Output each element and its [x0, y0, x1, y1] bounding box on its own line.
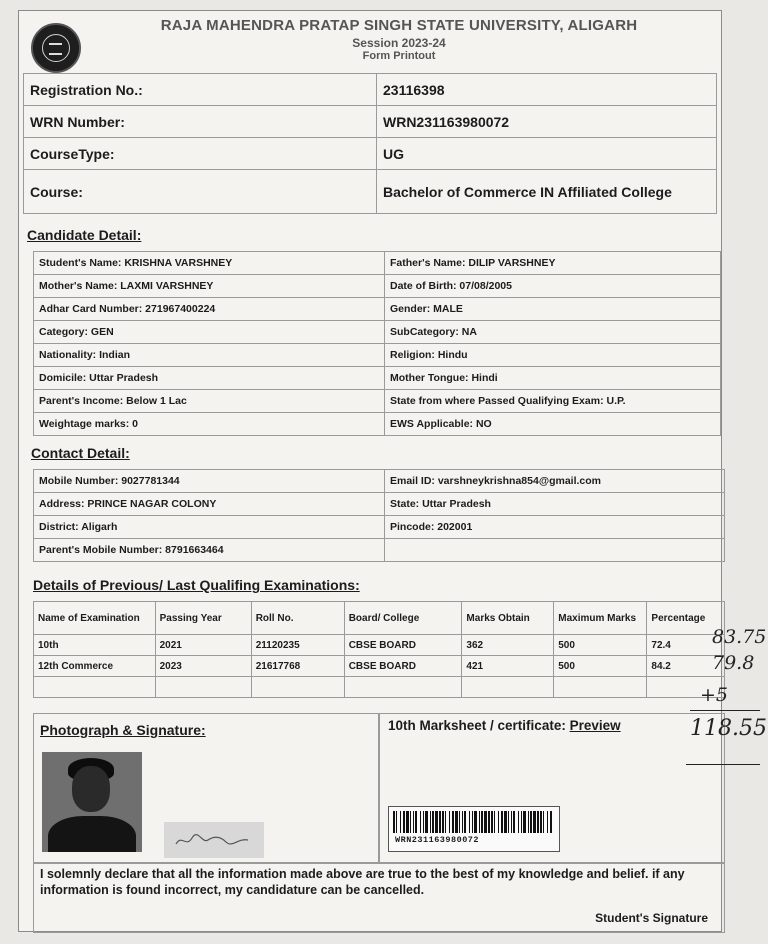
detail-row	[34, 344, 721, 367]
exam-row	[34, 656, 725, 677]
field-value: WRN231163980072	[377, 106, 717, 138]
candidate-photo	[42, 752, 142, 852]
barcode-bar	[413, 811, 414, 833]
barcode-bar	[435, 811, 438, 833]
exam-cell: 2023	[155, 656, 251, 677]
detail-left: Mobile Number: 9027781344	[34, 470, 385, 493]
detail-right: Date of Birth: 07/08/2005	[385, 275, 721, 298]
barcode-bar	[479, 811, 480, 833]
marksheet-text: 10th Marksheet / certificate:	[388, 718, 566, 733]
exam-cell: 72.4	[647, 635, 725, 656]
exam-cell	[344, 677, 462, 698]
detail-row	[34, 275, 721, 298]
exam-cell	[251, 677, 344, 698]
university-name: RAJA MAHENDRA PRATAP SINGH STATE UNIVERSITY, ALIGARH	[160, 17, 638, 34]
handwritten-line	[686, 764, 760, 765]
barcode	[388, 806, 560, 852]
detail-right: Gender: MALE	[385, 298, 721, 321]
exam-column-header: Marks Obtain	[462, 602, 554, 635]
exam-cell: 21617768	[251, 656, 344, 677]
exam-cell	[462, 677, 554, 698]
detail-right: EWS Applicable: NO	[385, 413, 721, 436]
exams-table	[33, 601, 725, 698]
barcode-bar	[459, 811, 460, 833]
photo-signature-box	[33, 713, 379, 863]
detail-row	[34, 367, 721, 390]
barcode-bar	[550, 811, 552, 833]
barcode-bar	[547, 811, 548, 833]
barcode-bar	[488, 811, 490, 833]
field-row	[24, 106, 717, 138]
detail-left: Domicile: Uttar Pradesh	[34, 367, 385, 390]
exam-cell: 500	[554, 635, 647, 656]
field-row	[24, 74, 717, 106]
barcode-bar	[455, 811, 458, 833]
exam-column-header: Roll No.	[251, 602, 344, 635]
barcode-bar	[530, 811, 532, 833]
barcode-bar	[462, 811, 463, 833]
barcode-bar	[452, 811, 454, 833]
barcode-bar	[403, 811, 405, 833]
detail-left: District: Aligarh	[34, 516, 385, 539]
handwritten-note: 83.75	[712, 626, 767, 648]
field-row	[24, 138, 717, 170]
detail-row	[34, 516, 725, 539]
exam-cell	[34, 677, 156, 698]
exam-column-header: Percentage	[647, 602, 725, 635]
detail-row	[34, 252, 721, 275]
handwritten-line	[690, 710, 760, 711]
barcode-bar	[511, 811, 512, 833]
photo-heading: Photograph & Signature:	[40, 722, 206, 738]
student-signature-label: Student's Signature	[595, 911, 708, 925]
detail-left: Nationality: Indian	[34, 344, 385, 367]
exams-heading: Details of Previous/ Last Qualifing Examinations:	[33, 577, 360, 593]
preview-link[interactable]: Preview	[569, 718, 621, 733]
contact-table	[33, 469, 725, 562]
exam-column-header: Name of Examination	[34, 602, 156, 635]
exam-row	[34, 677, 725, 698]
detail-right: Email ID: varshneykrishna854@gmail.com	[385, 470, 725, 493]
barcode-bar	[501, 811, 503, 833]
barcode-bar	[439, 811, 441, 833]
barcode-bar	[491, 811, 493, 833]
barcode-bar	[393, 811, 395, 833]
handwritten-total: 118.55	[690, 716, 767, 741]
detail-left: Parent's Income: Below 1 Lac	[34, 390, 385, 413]
exam-cell: CBSE BOARD	[344, 656, 462, 677]
barcode-bar	[498, 811, 499, 833]
exam-cell: 12th Commerce	[34, 656, 156, 677]
declaration-box	[33, 863, 725, 933]
exam-column-header: Passing Year	[155, 602, 251, 635]
field-value: 23116398	[377, 74, 717, 106]
university-logo-icon	[31, 23, 81, 73]
field-label: Course:	[24, 170, 377, 214]
barcode-bar	[425, 811, 428, 833]
exam-cell: 362	[462, 635, 554, 656]
detail-left: Category: GEN	[34, 321, 385, 344]
barcode-bar	[423, 811, 424, 833]
field-label: Registration No.:	[24, 74, 377, 106]
barcode-bar	[474, 811, 477, 833]
detail-right: State: Uttar Pradesh	[385, 493, 725, 516]
barcode-bar	[410, 811, 411, 833]
exam-column-header: Board/ College	[344, 602, 462, 635]
candidate-table	[33, 251, 721, 436]
field-row	[24, 170, 717, 214]
barcode-bar	[533, 811, 536, 833]
exam-cell: 2021	[155, 635, 251, 656]
detail-right: Pincode: 202001	[385, 516, 725, 539]
barcode-bar	[396, 811, 397, 833]
field-value: Bachelor of Commerce IN Affiliated College	[377, 170, 717, 214]
detail-right: Father's Name: DILIP VARSHNEY	[385, 252, 721, 275]
barcode-bar	[469, 811, 470, 833]
barcode-bar	[420, 811, 421, 833]
marksheet-label	[388, 718, 621, 733]
exam-cell: 21120235	[251, 635, 344, 656]
detail-right: State from where Passed Qualifying Exam: U.P.	[385, 390, 721, 413]
detail-right: Religion: Hindu	[385, 344, 721, 367]
barcode-text: WRN231163980072	[395, 835, 480, 845]
barcode-bar	[523, 811, 526, 833]
detail-row	[34, 321, 721, 344]
barcode-bar	[481, 811, 483, 833]
exam-cell: 84.2	[647, 656, 725, 677]
form-sheet	[18, 10, 722, 932]
barcode-bar	[521, 811, 522, 833]
candidate-signature-image	[164, 822, 264, 858]
exam-cell: 500	[554, 656, 647, 677]
detail-row	[34, 539, 725, 562]
barcode-bar	[400, 811, 401, 833]
detail-right: SubCategory: NA	[385, 321, 721, 344]
barcode-bar	[543, 811, 544, 833]
exam-cell	[554, 677, 647, 698]
detail-left: Adhar Card Number: 271967400224	[34, 298, 385, 321]
marksheet-box	[379, 713, 725, 863]
exam-row	[34, 635, 725, 656]
barcode-bar	[445, 811, 446, 833]
barcode-bar	[494, 811, 495, 833]
detail-left: Weightage marks: 0	[34, 413, 385, 436]
declaration-text: I solemnly declare that all the information made above are true to the best of my knowledge and belief. if any information is found incorrect, my candidature can be cancelled.	[40, 867, 685, 897]
detail-left: Parent's Mobile Number: 8791663464	[34, 539, 385, 562]
detail-left: Mother's Name: LAXMI VARSHNEY	[34, 275, 385, 298]
exam-column-header: Maximum Marks	[554, 602, 647, 635]
detail-row	[34, 493, 725, 516]
field-label: WRN Number:	[24, 106, 377, 138]
barcode-bar	[415, 811, 417, 833]
exam-cell: 421	[462, 656, 554, 677]
barcode-bar	[508, 811, 509, 833]
detail-row	[34, 470, 725, 493]
detail-left: Address: PRINCE NAGAR COLONY	[34, 493, 385, 516]
exam-cell	[155, 677, 251, 698]
barcode-bar	[537, 811, 539, 833]
exam-cell: 10th	[34, 635, 156, 656]
barcode-bar	[430, 811, 431, 833]
top-fields-table	[23, 73, 717, 214]
contact-heading: Contact Detail:	[31, 445, 130, 461]
barcode-bar	[504, 811, 507, 833]
barcode-bar	[484, 811, 487, 833]
barcode-bar	[464, 811, 466, 833]
session: Session 2023-24	[352, 36, 446, 50]
barcode-bar	[540, 811, 542, 833]
barcode-bar	[442, 811, 444, 833]
field-value: UG	[377, 138, 717, 170]
exam-cell: CBSE BOARD	[344, 635, 462, 656]
barcode-bar	[518, 811, 519, 833]
barcode-bar	[472, 811, 473, 833]
detail-row	[34, 298, 721, 321]
form-title: Form Printout	[362, 50, 436, 62]
barcode-bar	[406, 811, 409, 833]
handwritten-note: 79.8	[712, 652, 755, 674]
barcode-bar	[449, 811, 450, 833]
field-label: CourseType:	[24, 138, 377, 170]
barcode-bar	[513, 811, 515, 833]
barcode-bar	[528, 811, 529, 833]
detail-row	[34, 413, 721, 436]
detail-left: Student's Name: KRISHNA VARSHNEY	[34, 252, 385, 275]
detail-row	[34, 390, 721, 413]
handwritten-note: +5	[700, 684, 729, 706]
form-header	[99, 17, 699, 62]
detail-right	[385, 539, 725, 562]
detail-right: Mother Tongue: Hindi	[385, 367, 721, 390]
candidate-heading: Candidate Detail:	[27, 227, 142, 243]
barcode-bar	[432, 811, 434, 833]
